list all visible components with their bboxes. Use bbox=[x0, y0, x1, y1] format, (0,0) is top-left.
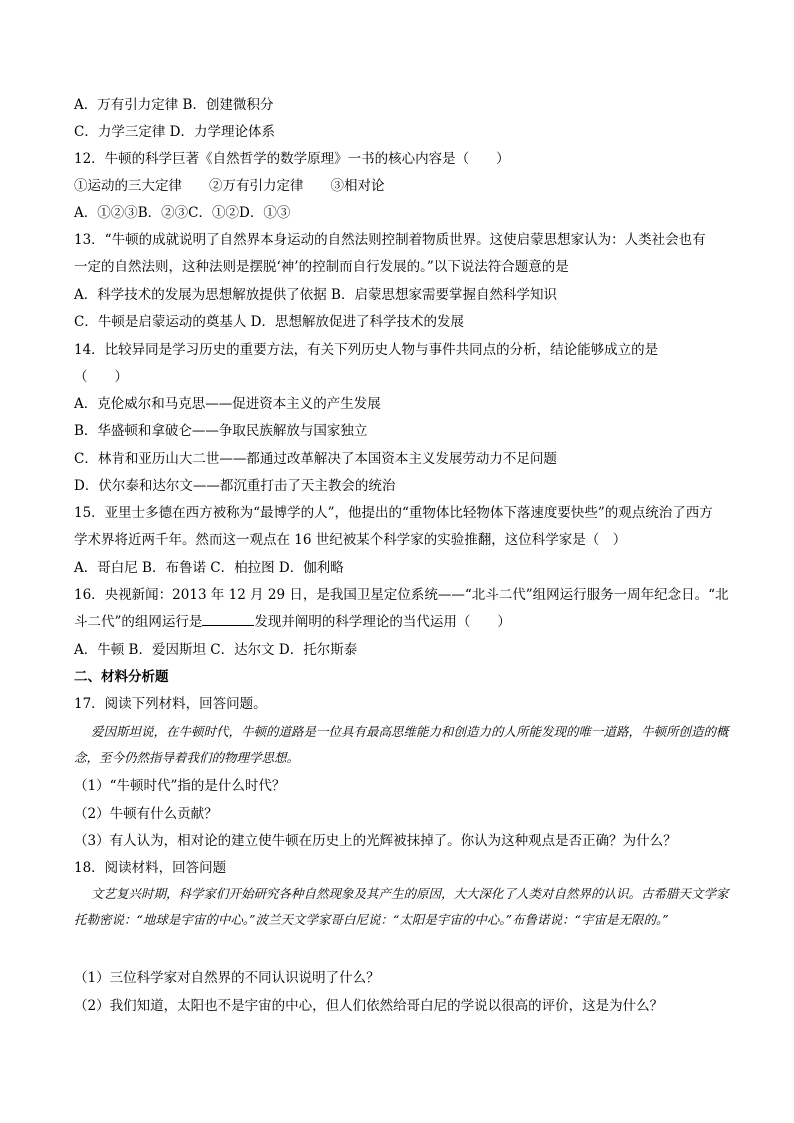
q11-options-ab: A．万有引力定律 B．创建微积分 bbox=[74, 97, 274, 113]
q12-items: ①运动的三大定律 ②万有引力定律 ③相对论 bbox=[74, 178, 385, 194]
q18-stem: 18．阅读材料，回答问题 bbox=[74, 860, 227, 876]
q17-sub3: （3）有人认为，相对论的建立使牛顿在历史上的光辉被抹掉了。你认为这种观点是否正确？为什么？ bbox=[74, 833, 677, 849]
q17-sub1: （1）“牛顿时代”指的是什么时代？ bbox=[74, 778, 286, 794]
q16-stem-line1: 16．央视新闻：2013 年 12 月 29 日，是我国卫星定位系统——“北斗二代”组网运行服务一周年纪念日。“北 bbox=[74, 587, 729, 603]
q14-option-b: B．华盛顿和拿破仑——争取民族解放与国家独立 bbox=[74, 423, 368, 439]
q18-sub2: （2）我们知道，太阳也不是宇宙的中心，但人们依然给哥白尼的学说以很高的评价，这是为什么？ bbox=[74, 998, 664, 1014]
q15-stem-line2: 学术界将近两千年。然而这一观点在 16 世纪被某个科学家的实验推翻，这位科学家是（ ） bbox=[74, 532, 627, 548]
q15-stem-line1: 15．亚里士多德在西方被称为“最博学的人”，他提出的“重物体比轻物体下落速度要快些”的观点统治了西方 bbox=[74, 505, 713, 521]
q15-options: A．哥白尼 B．布鲁诺 C．柏拉图 D．伽利略 bbox=[74, 560, 344, 576]
q11-options-cd: C．力学三定律 D．力学理论体系 bbox=[74, 124, 275, 140]
q17-stem: 17．阅读下列材料，回答问题。 bbox=[74, 696, 267, 712]
q18-passage: 文艺复兴时期，科学家们开始研究各种自然现象及其产生的原因，大大深化了人类对自然界的认识。古希腊天文学家托勒密说：“地球是宇宙的中心。”波兰天文学家哥白尼说：“太阳是宇宙的中心。”布鲁诺说：“宇宙是无限的。” bbox=[74, 886, 729, 927]
section-title: 二、材料分析题 bbox=[74, 669, 169, 685]
q14-stem: 14．比较异同是学习历史的重要方法，有关下列历史人物与事件共同点的分析，结论能够成立的是 bbox=[74, 342, 659, 358]
q14-option-d: D．伏尔泰和达尔文——都沉重打击了天主教会的统治 bbox=[74, 478, 396, 494]
q17-passage: 爱因斯坦说，在牛顿时代，牛顿的道路是一位具有最高思维能力和创造力的人所能发现的唯一道路，牛顿所创造的概念，至今仍然指导着我们的物理学思想。 bbox=[74, 724, 729, 765]
q14-bracket: （ ） bbox=[74, 369, 128, 385]
q18-sub1: （1）三位科学家对自然界的不同认识说明了什么？ bbox=[74, 970, 380, 986]
q13-options-cd: C．牛顿是启蒙运动的奠基人 D．思想解放促进了科学技术的发展 bbox=[74, 314, 464, 330]
answer-blank bbox=[202, 613, 254, 626]
q16-stem-line2 bbox=[74, 613, 734, 631]
q13-stem-line1: 13．“牛顿的成就说明了自然界本身运动的自然法则控制着物质世界。这使启蒙思想家认为：人类社会也有 bbox=[74, 232, 706, 248]
q16-options: A．牛顿 B．爱因斯坦 C．达尔文 D．托尔斯泰 bbox=[74, 642, 358, 658]
q13-options-ab: A．科学技术的发展为思想解放提供了依据 B．启蒙思想家需要掌握自然科学知识 bbox=[74, 287, 557, 303]
q13-stem-line2: 一定的自然法则，这种法则是摆脱‘神’的控制而自行发展的。”以下说法符合题意的是 bbox=[74, 259, 569, 275]
q14-option-a: A．克伦威尔和马克思——促进资本主义的产生发展 bbox=[74, 396, 381, 412]
q12-options: A．①②③B．②③C．①②D．①③ bbox=[74, 205, 291, 221]
q16-text-before-blank: 斗二代”的组网运行是 bbox=[74, 614, 203, 630]
q17-sub2: （2）牛顿有什么贡献？ bbox=[74, 806, 218, 822]
q14-option-c: C．林肯和亚历山大二世——都通过改革解决了本国资本主义发展劳动力不足问题 bbox=[74, 451, 557, 467]
q16-text-after-blank: 发现并阐明的科学理论的当代运用（ ） bbox=[254, 614, 511, 630]
q12-stem: 12．牛顿的科学巨著《自然哲学的数学原理》一书的核心内容是（ ） bbox=[74, 151, 510, 167]
